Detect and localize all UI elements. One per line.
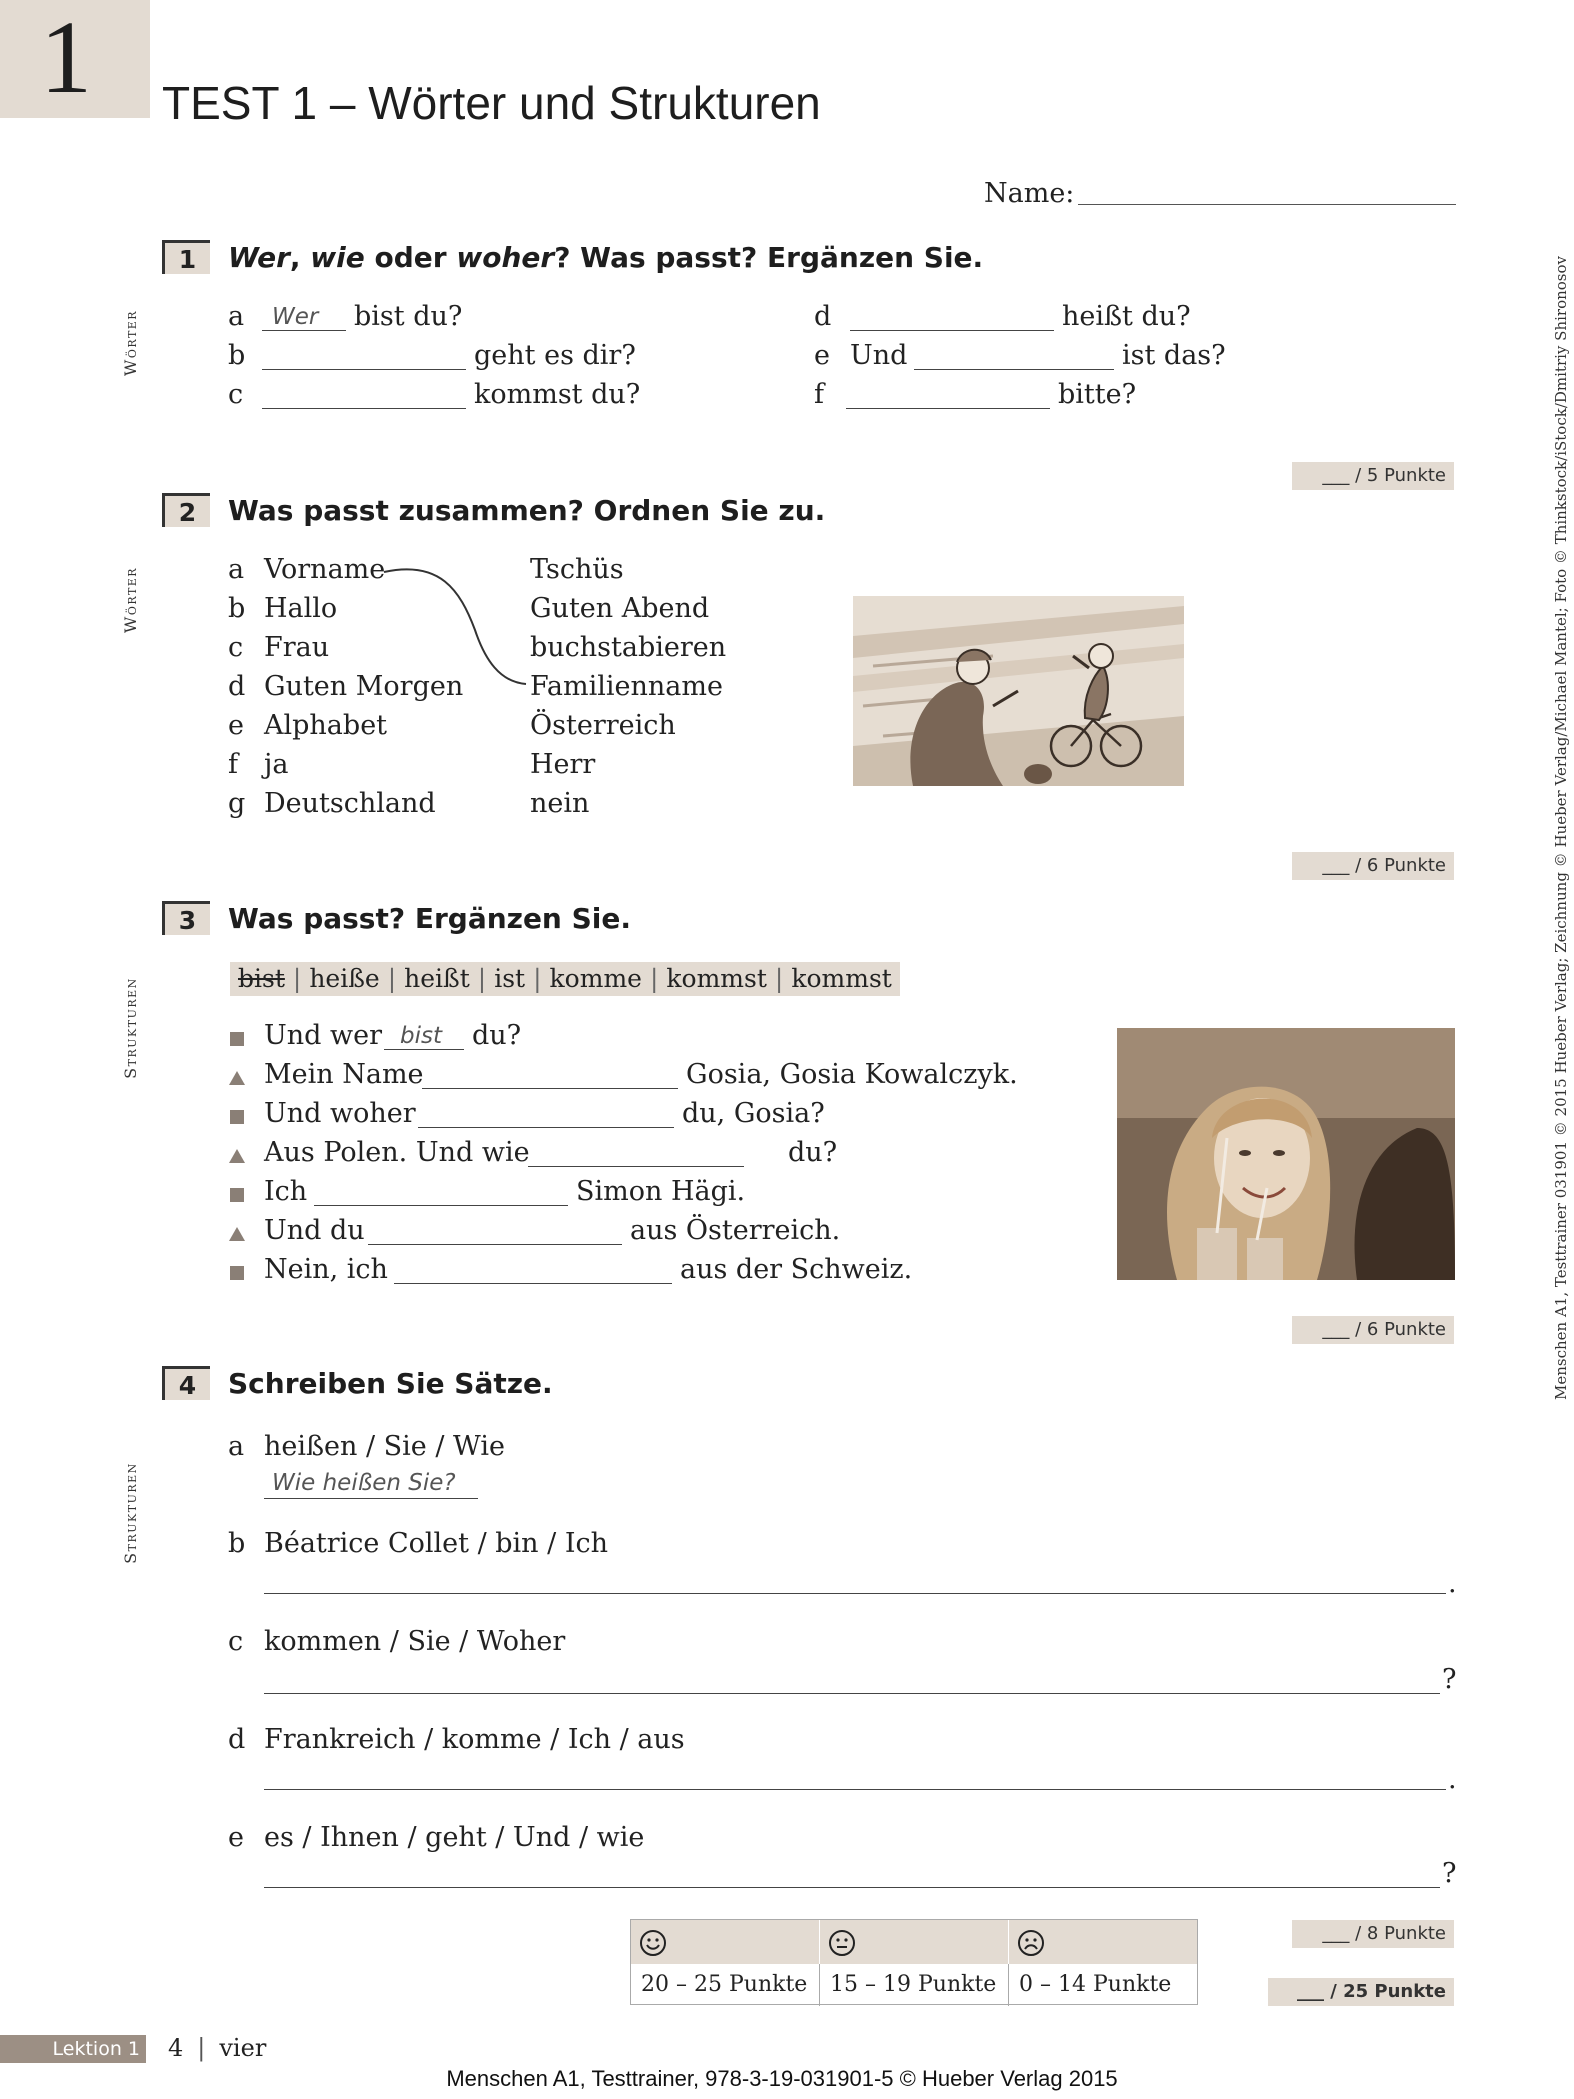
- ex1-letter-f: f: [814, 379, 824, 410]
- ex2-right-5[interactable]: Österreich: [530, 710, 676, 741]
- dialog-4-after: du?: [788, 1137, 838, 1168]
- dialog-6-blank[interactable]: [368, 1244, 622, 1245]
- dialog-3-after: du, Gosia?: [682, 1098, 825, 1129]
- dialog-6-after: aus Österreich.: [630, 1215, 841, 1246]
- ex2-points-field[interactable]: ___ / 6 Punkte: [1292, 852, 1454, 880]
- dialog-3-before: Und woher: [264, 1098, 416, 1129]
- word-bank: bist | heiße | heißt | ist | komme | kommst | kommst: [230, 962, 900, 996]
- ex1-letter-d: d: [814, 301, 832, 332]
- exercise-4-side-label: Strukturen: [121, 1462, 140, 1564]
- ex2-left-g[interactable]: Deutschland: [264, 788, 436, 819]
- name-label: Name:: [984, 178, 1075, 209]
- ex2-letter-f: f: [228, 749, 238, 780]
- exercise-3-title: Was passt? Ergänzen Sie.: [228, 902, 632, 935]
- dialog-5-after: Simon Hägi.: [576, 1176, 746, 1207]
- exercise-4-number: 4: [162, 1366, 210, 1400]
- ex2-letter-g: g: [228, 788, 246, 819]
- ex2-left-c[interactable]: Frau: [264, 632, 330, 663]
- ex2-right-7[interactable]: nein: [530, 788, 590, 819]
- ex2-letter-e: e: [228, 710, 244, 741]
- ex4-line-e[interactable]: [264, 1887, 1440, 1888]
- ex4-end-e: ?: [1442, 1858, 1457, 1889]
- ex4-letter-a: a: [228, 1431, 245, 1462]
- dialog-4-before: Aus Polen. Und wie: [264, 1137, 530, 1168]
- side-credit: Menschen A1, Testtrainer 031901 © 2015 Hueber Verlag; Zeichnung © Hueber Verlag/Michael Mantel; Foto © Thinkstock/iStock/Dmitriy Shironosov: [1552, 256, 1570, 1400]
- ex2-right-1[interactable]: Tschüs: [530, 554, 624, 585]
- lektion-number: 1: [40, 0, 92, 115]
- word-bank-item-used: bist: [238, 964, 285, 993]
- ex1-text-b: geht es dir?: [474, 340, 636, 371]
- ex2-left-a[interactable]: Vorname: [264, 554, 386, 585]
- ex2-example-connector-line: [380, 560, 530, 700]
- ex1-text-f: bitte?: [1058, 379, 1137, 410]
- exercise-1-number: 1: [162, 240, 210, 274]
- ex1-blank-a[interactable]: [262, 330, 346, 331]
- footer-copyright: Menschen A1, Testtrainer, 978-3-19-031901-5 © Hueber Verlag 2015: [446, 2066, 1118, 2091]
- ex4-letter-e: e: [228, 1822, 244, 1853]
- word-bank-item: kommst: [791, 964, 892, 993]
- ex4-prompt-c: kommen / Sie / Woher: [264, 1626, 566, 1657]
- ex2-letter-d: d: [228, 671, 246, 702]
- dialog-5-before: Ich: [264, 1176, 308, 1207]
- exercise-1-side-label: Wörter: [121, 309, 140, 377]
- ex1-text-d: heißt du?: [1062, 301, 1191, 332]
- ex2-letter-c: c: [228, 632, 244, 663]
- ex4-answer-a: Wie heißen Sie?: [272, 1470, 456, 1496]
- speaker-triangle-marker: [229, 1227, 245, 1241]
- ex2-right-6[interactable]: Herr: [530, 749, 596, 780]
- ex4-end-d: .: [1448, 1764, 1457, 1795]
- score-head-neutral: [820, 1920, 1009, 1964]
- ex2-right-2[interactable]: Guten Abend: [530, 593, 710, 624]
- exercise-2-title: Was passt zusammen? Ordnen Sie zu.: [228, 494, 826, 527]
- ex2-left-f[interactable]: ja: [264, 749, 289, 780]
- dialog-2-before: Mein Name: [264, 1059, 424, 1090]
- speaker-square-marker: [230, 1110, 244, 1124]
- exercise-2-number: 2: [162, 493, 210, 527]
- exercise-3-side-label: Strukturen: [121, 977, 140, 1079]
- exercise-2-side-label: Wörter: [121, 566, 140, 634]
- ex1-letter-c: c: [228, 379, 244, 410]
- ex2-right-3[interactable]: buchstabieren: [530, 632, 727, 663]
- exercise-4-title: Schreiben Sie Sätze.: [228, 1367, 553, 1400]
- exercise-3-number: 3: [162, 901, 210, 935]
- dialog-3-blank[interactable]: [418, 1127, 674, 1128]
- dialog-1-after: du?: [472, 1020, 522, 1051]
- dialog-5-blank[interactable]: [314, 1205, 568, 1206]
- cyclists-illustration: [853, 596, 1184, 786]
- ex4-end-c: ?: [1442, 1664, 1457, 1695]
- ex2-letter-b: b: [228, 593, 246, 624]
- ex4-end-b: .: [1448, 1568, 1457, 1599]
- ex4-prompt-d: Frankreich / komme / Ich / aus: [264, 1724, 685, 1755]
- ex1-blank-c[interactable]: [262, 408, 466, 409]
- ex1-answer-a: Wer: [272, 304, 319, 330]
- footer-page-number: 4 | vier: [168, 2034, 267, 2062]
- ex4-prompt-a: heißen / Sie / Wie: [264, 1431, 505, 1462]
- ex4-prompt-b: Béatrice Collet / bin / Ich: [264, 1528, 609, 1559]
- speaker-triangle-marker: [229, 1071, 245, 1085]
- ex4-letter-d: d: [228, 1724, 246, 1755]
- ex1-points-field[interactable]: ___ / 5 Punkte: [1292, 462, 1454, 490]
- dialog-6-before: Und du: [264, 1215, 365, 1246]
- ex1-blank-f[interactable]: [846, 408, 1050, 409]
- ex1-text-a: bist du?: [354, 301, 463, 332]
- ex2-left-d[interactable]: Guten Morgen: [264, 671, 464, 702]
- ex4-letter-b: b: [228, 1528, 246, 1559]
- dialog-2-blank[interactable]: [422, 1088, 678, 1089]
- page-title: TEST 1 – Wörter und Strukturen: [162, 77, 821, 129]
- exercise-1-title: Wer, wie oder woher? Was passt? Ergänzen Sie.: [228, 241, 984, 274]
- dialog-4-blank[interactable]: [528, 1166, 744, 1167]
- ex1-prefix-e: Und: [850, 340, 908, 371]
- ex3-points-field[interactable]: ___ / 6 Punkte: [1292, 1316, 1454, 1344]
- ex2-right-4[interactable]: Familienname: [530, 671, 723, 702]
- ex1-letter-e: e: [814, 340, 830, 371]
- cafe-photo: [1117, 1028, 1455, 1280]
- score-head-happy: [631, 1920, 820, 1964]
- word-bank-item: ist: [494, 964, 526, 993]
- dialog-1-blank[interactable]: [384, 1049, 464, 1050]
- ex1-letter-b: b: [228, 340, 246, 371]
- name-field[interactable]: [1078, 204, 1456, 205]
- speaker-square-marker: [230, 1188, 244, 1202]
- dialog-7-after: aus der Schweiz.: [680, 1254, 913, 1285]
- ex4-line-b[interactable]: [264, 1593, 1446, 1594]
- speaker-square-marker: [230, 1266, 244, 1280]
- word-bank-item: heiße: [309, 964, 380, 993]
- smiley-neutral-icon: [828, 1929, 856, 1957]
- ex2-letter-a: a: [228, 554, 245, 585]
- score-range-mid: 15 – 19 Punkte: [820, 1964, 1009, 2006]
- smiley-sad-icon: [1017, 1929, 1045, 1957]
- smiley-happy-icon: [639, 1929, 667, 1957]
- word-bank-item: komme: [549, 964, 642, 993]
- dialog-7-before: Nein, ich: [264, 1254, 388, 1285]
- total-points-field[interactable]: ___ / 25 Punkte: [1268, 1978, 1454, 2006]
- score-head-sad: [1009, 1920, 1197, 1964]
- ex4-letter-c: c: [228, 1626, 244, 1657]
- ex1-blank-e[interactable]: [914, 369, 1114, 370]
- ex4-points-field[interactable]: ___ / 8 Punkte: [1292, 1920, 1454, 1948]
- ex1-blank-b[interactable]: [262, 369, 466, 370]
- ex2-left-e[interactable]: Alphabet: [264, 710, 388, 741]
- ex4-line-c[interactable]: [264, 1693, 1440, 1694]
- dialog-1-answer: bist: [400, 1023, 442, 1049]
- ex4-prompt-e: es / Ihnen / geht / Und / wie: [264, 1822, 645, 1853]
- score-range-low: 0 – 14 Punkte: [1019, 1972, 1172, 1997]
- word-bank-item: kommst: [666, 964, 767, 993]
- ex1-text-c: kommst du?: [474, 379, 641, 410]
- score-range-high: 20 – 25 Punkte: [631, 1964, 820, 2006]
- footer-lektion-label: Lektion 1: [0, 2035, 146, 2063]
- ex1-letter-a: a: [228, 301, 245, 332]
- ex1-text-e: ist das?: [1122, 340, 1226, 371]
- dialog-7-blank[interactable]: [394, 1283, 672, 1284]
- speaker-triangle-marker: [229, 1149, 245, 1163]
- dialog-2-after: Gosia, Gosia Kowalczyk.: [686, 1059, 1018, 1090]
- speaker-square-marker: [230, 1032, 244, 1046]
- ex2-left-b[interactable]: Hallo: [264, 593, 338, 624]
- dialog-1-before: Und wer: [264, 1020, 383, 1051]
- ex4-line-d[interactable]: [264, 1789, 1446, 1790]
- ex4-line-a[interactable]: [264, 1498, 478, 1499]
- score-table: [630, 1919, 1198, 2005]
- ex1-blank-d[interactable]: [850, 330, 1054, 331]
- word-bank-item: heißt: [404, 964, 470, 993]
